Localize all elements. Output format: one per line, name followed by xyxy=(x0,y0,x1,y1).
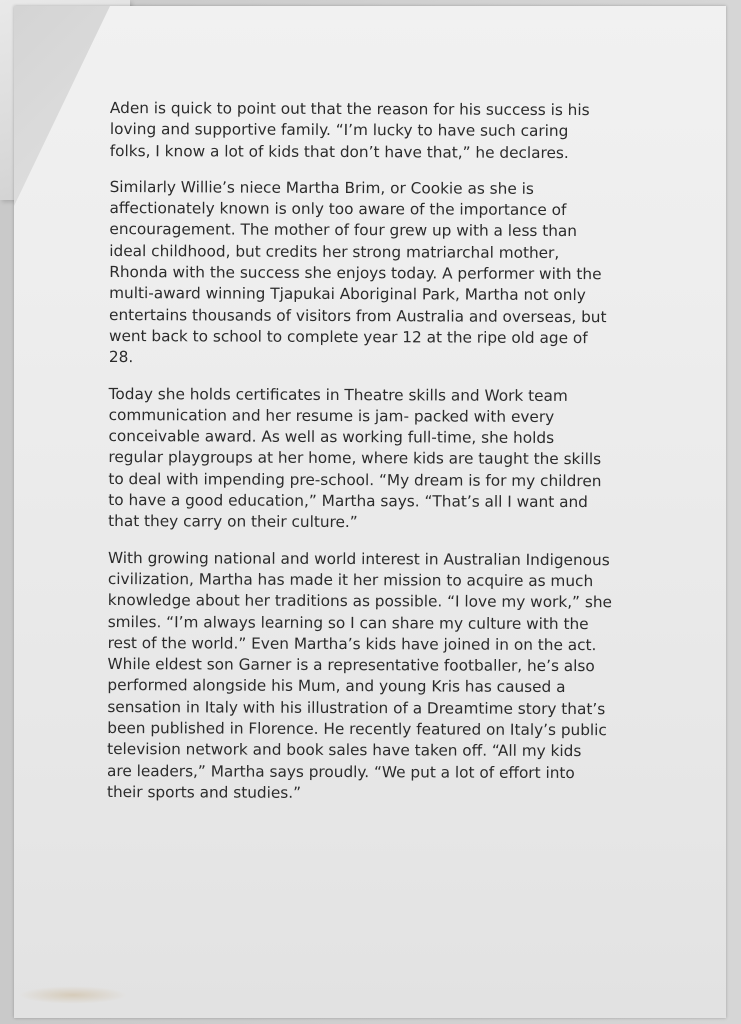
article-body xyxy=(107,98,640,821)
paragraph-4: With growing national and world interest in Australian Indigenous civilization, Martha has made it her mission to acquire as much knowledge about her traditions as possible. “I love my work,” she smiles. “I’m always learning so I can share my culture with the rest of the world.” Even Martha’s kids have joined in on the act. While eldest son Garner is a representative footballer, he’s also performed alongside his Mum, and young Kris has caused a sensation in Italy with his illustration of a Dreamtime story that’s been published in Florence. He recently featured on Italy’s public television network and book sales have taken off. “All my kids are leaders,” Martha says proudly. “We put a lot of effort into their sports and studies.” xyxy=(106,548,612,802)
paragraph-3: Today she holds certificates in Theatre skills and Work team communication and her resume is jam- packed with every conceivable award. As well as working full-time, she holds regular playgroups at her home, where kids are taught the skills to deal with impending pre-school. “My dream is for my children to have a good education,” Martha says. “That’s all I want and that they carry on their culture.” xyxy=(108,384,602,532)
paper-stain xyxy=(18,986,128,1004)
paragraph-2: Similarly Willie’s niece Martha Brim, or Cookie as she is affectionately known is only too aware of the importance of encouragement. The mother of four grew up with a less than ideal childhood, but credits her strong matriarchal mother, Rhonda with the success she enjoys today. A performer with the multi-award winning Tjapukai Aboriginal Park, Martha not only entertains thousands of visitors from Australia and overseas, but went back to school to complete year 12 at the ripe old age of 28. xyxy=(108,177,607,367)
paragraph-1: Aden is quick to point out that the reason for his success is his loving and supportive family. “I’m lucky to have such caring folks, I know a lot of kids that don’t have that,” he declares. xyxy=(109,98,590,162)
folded-corner xyxy=(14,6,110,206)
